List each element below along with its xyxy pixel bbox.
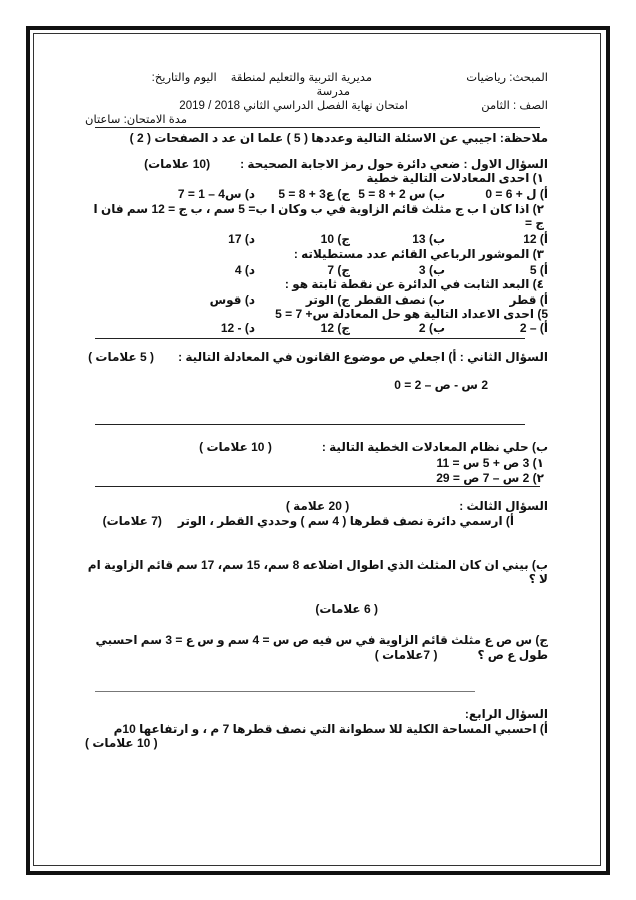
q1-item5-option-d[interactable]: د) - 12 — [220, 321, 255, 335]
q1-item5-option-b[interactable]: ب) 2 — [418, 321, 445, 335]
q3b-row — [85, 558, 548, 586]
q3b-marks: ( 6 علامات) — [315, 602, 378, 616]
q1-item2-option-d[interactable]: د) 17 — [228, 232, 255, 246]
q1-item2-option-b[interactable]: ب) 13 — [412, 232, 445, 246]
q1-item5-options — [85, 321, 548, 335]
q1-item3-options — [85, 263, 548, 277]
q2-marks: ( 5 علامات ) — [88, 350, 155, 364]
q4-title: السؤال الرابع: — [464, 707, 548, 721]
q1-item5-option-c[interactable]: ج) 12 — [320, 321, 350, 335]
q1-item2-option-c[interactable]: ج) 10 — [320, 232, 350, 246]
q1-item2-stem-row — [85, 202, 548, 230]
q1-item1-stem: ١) احدى المعادلات التالية خطية — [366, 171, 544, 185]
q3a-text: أ) ارسمي دائرة نصف قطرها ( 4 سم ) وحددي القطر ، الوتر — [177, 514, 514, 528]
subject: المبحث: رياضيات — [466, 72, 548, 84]
q3-title-row — [85, 499, 548, 513]
q1-item1-option-c[interactable]: ج) ع3 + 8 = 5 — [278, 187, 350, 201]
q1-item5-option-a[interactable]: أ) – 2 — [519, 321, 548, 335]
date-label: اليوم والتاريخ: — [151, 72, 217, 84]
q1-item3-option-a[interactable]: أ) 5 — [529, 263, 548, 277]
q1-item1-option-b[interactable]: ب) س 2 + 8 = 5 — [358, 187, 445, 201]
q3b-marks-row — [85, 602, 548, 616]
q1-item1-option-a[interactable]: أ) ل + 6 = 0 — [485, 187, 548, 201]
q1-title-row — [85, 157, 548, 171]
q2b-marks: ( 10 علامات ) — [199, 440, 272, 454]
q2b-equation-1: ١) 3 ص + 5 س = 11 — [436, 456, 544, 470]
q3a-marks: (7 علامات) — [102, 514, 162, 528]
directorate: مديرية التربية والتعليم لمنطقة — [230, 72, 372, 84]
q4-title-row — [85, 707, 548, 721]
q3c-row-1 — [85, 633, 548, 647]
q1-item4-option-c[interactable]: ج) الوتر — [305, 293, 350, 307]
q2b-equation-1-row — [85, 456, 548, 470]
q1-item4-stem: ٤) البعد الثابت في الدائرة عن نقطة ثابتة هو : — [284, 277, 544, 291]
school: مدرسة — [316, 86, 350, 98]
header-row-1 — [85, 71, 548, 85]
header-row-2 — [85, 85, 548, 99]
q1-item3-stem: ٣) الموشور الرباعي القائم عدد مستطيلاته : — [293, 247, 544, 261]
duration: مدة الامتحان: ساعتان — [85, 114, 187, 126]
q2b-title-row — [85, 440, 548, 454]
q1-item1-options — [85, 187, 548, 201]
divider — [95, 486, 540, 487]
q3a-row — [85, 514, 548, 528]
q3c-row-2 — [85, 648, 548, 662]
q1-item1-stem-row — [85, 171, 548, 185]
q1-item3-stem-row — [85, 247, 548, 261]
q1-item4-option-d[interactable]: د) قوس — [209, 293, 255, 307]
q1-item4-option-b[interactable]: ب) نصف القطر — [355, 293, 445, 307]
q2-title: السؤال الثاني : أ) اجعلي ص موضوع القانون في المعادلة التالية : — [178, 350, 548, 364]
q3c-marks: ( 7علامات ) — [374, 648, 438, 662]
q4a-text: أ) احسبي المساحة الكلية للا سطوانة التي نصف قطرها 7 م ، و ارتفاعها 10م — [113, 722, 548, 736]
header-row-3 — [85, 99, 548, 127]
q2b-equation-2-row — [85, 471, 548, 485]
q1-item5-stem-row — [85, 307, 548, 321]
q3-title: السؤال الثالث : — [459, 499, 548, 513]
q1-marks: (10 علامات) — [144, 157, 211, 171]
q3c-line1: ج) س ص ع مثلث قائم الزاوية في س فيه ص س = 4 سم و س ع = 3 سم احسبي — [95, 633, 548, 647]
q3c-line2: طول ع ص ؟ — [477, 648, 548, 662]
q4a-row — [85, 722, 548, 750]
grade: الصف : الثامن — [481, 100, 548, 112]
q4a-marks: ( 10 علامات ) — [85, 736, 158, 750]
q2-title-row — [85, 350, 548, 364]
q3b-text: ب) بيني ان كان المثلث الذي اطوال اضلاعه 8 سم، 15 سم، 17 سم قائم الزاوية ام لا ؟ — [87, 558, 548, 586]
q3-marks: ( 20 علامة ) — [285, 499, 350, 513]
q1-item2-stem: ٢) اذا كان ا ب ج مثلث قائم الزاوية في ب وكان ا ب= 5 سم ، ب ج = 12 سم فان ا ج = — [93, 202, 544, 230]
q1-item4-options — [85, 293, 548, 307]
q1-title: السؤال الاول : ضعي دائرة حول رمز الاجابة الصحيحة : — [240, 157, 548, 171]
q1-item3-option-d[interactable]: د) 4 — [234, 263, 255, 277]
note-row — [85, 131, 548, 145]
q1-item5-stem: 5) احدى الاعداد التالية هو حل المعادلة س+ 7 = 5 — [275, 307, 548, 321]
q2-equation: 2 س - ص – 2 = 0 — [394, 378, 488, 392]
exam-title: امتحان نهاية الفصل الدراسي الثاني 2018 / 2019 — [179, 100, 408, 112]
divider — [95, 127, 540, 128]
q2b-title: ب) حلي نظام المعادلات الخطية التالية : — [321, 440, 548, 454]
q1-item2-options — [85, 232, 548, 246]
divider — [95, 691, 475, 692]
q1-item4-stem-row — [85, 277, 548, 291]
q1-item3-option-c[interactable]: ج) 7 — [327, 263, 350, 277]
exam-sheet — [85, 71, 548, 750]
q1-item3-option-b[interactable]: ب) 3 — [418, 263, 445, 277]
divider — [95, 424, 525, 425]
q1-item1-option-d[interactable]: د) س4 – 1 = 7 — [177, 187, 255, 201]
q2b-equation-2: ٢) 2 س – 7 ص = 29 — [436, 471, 544, 485]
q2-equation-row — [85, 378, 548, 392]
q1-item4-option-a[interactable]: أ) قطر — [509, 293, 548, 307]
note: ملاحظة: اجيبي عن الاسئلة التالية وعددها ( 5 ) علما ان عد د الصفحات ( 2 ) — [129, 131, 548, 145]
q1-item2-option-a[interactable]: أ) 12 — [523, 232, 548, 246]
divider — [95, 338, 525, 339]
